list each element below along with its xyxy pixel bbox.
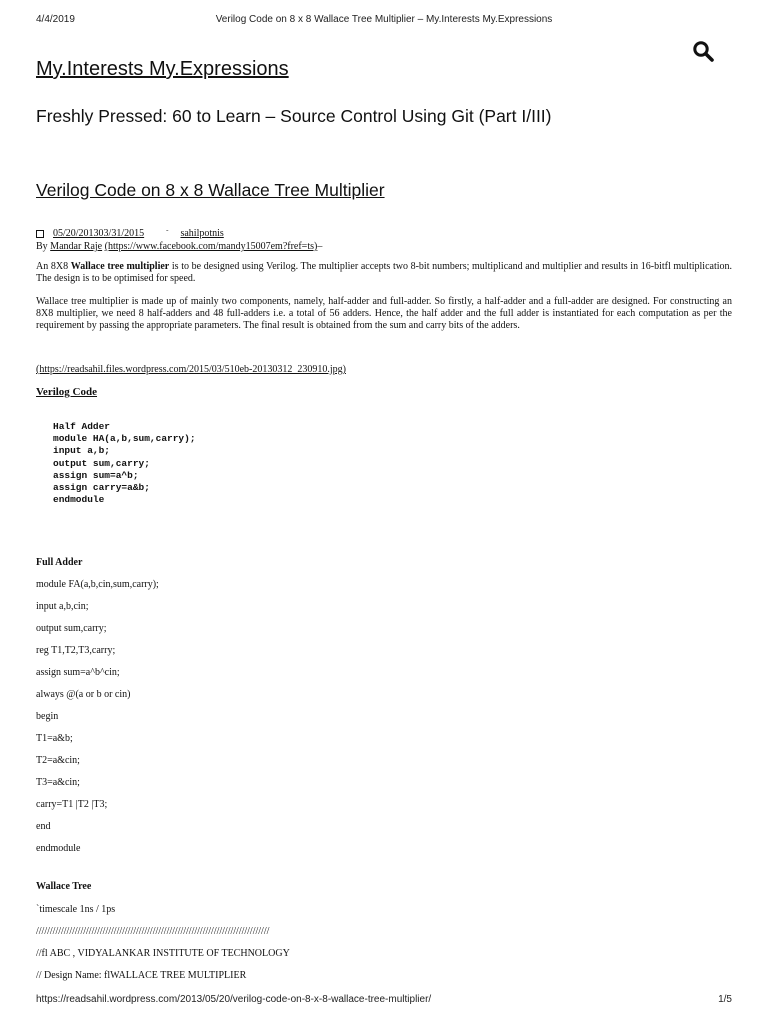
calendar-icon [36, 230, 44, 238]
code-line: always @(a or b or cin) [36, 689, 131, 700]
print-url: https://readsahil.wordpress.com/2013/05/20/verilog-code-on-8-x-8-wallace-tree-multiplier/ [36, 994, 432, 1005]
byline-url-link[interactable]: (https://www.facebook.com/mandy15007em?fref=ts) [104, 241, 318, 252]
image-link[interactable]: (https://readsahil.files.wordpress.com/2015/03/510eb-20130312_230910.jpg) [36, 364, 346, 375]
byline-suffix: – [317, 241, 323, 252]
code-line: carry=T1 |T2 |T3; [36, 799, 108, 810]
wallace-tree-code [36, 903, 290, 991]
description-paragraph: Wallace tree multiplier is made up of mainly two components, namely, half-adder and full-adder. So firstly, a half-adder and a full-adder are designed. For constructing an 8X8 multiplier, we need 8 half-adders and 48 full-adders i.e. a total of 56 adders. Hence, the half adder and the full adder is instantiated for each computation as per the requirement by passing the appropriate parameters. The final result is obtained from the sum and carry bits of the adders. [36, 296, 732, 331]
print-header [36, 14, 732, 25]
code-line: assign sum=a^b^cin; [36, 667, 120, 678]
post-meta [36, 227, 322, 253]
intro-rest: is to be designed using Verilog. The multiplier accepts two 8-bit numbers; multiplicand and multiplier and results in 16-bitfl multiplication. The design is to be optimised for speed. [36, 261, 733, 284]
code-line: input a,b,cin; [36, 601, 89, 612]
verilog-code-heading: Verilog Code [36, 386, 98, 398]
wallace-tree-heading: Wallace Tree [36, 881, 92, 892]
site-title-link[interactable]: My.Interests My.Expressions [36, 58, 289, 80]
code-line: module FA(a,b,cin,sum,carry); [36, 579, 159, 590]
code-line: T1=a&b; [36, 733, 73, 744]
code-line: output sum,carry; [36, 623, 107, 634]
code-line: begin [36, 711, 59, 722]
page-number: 1/5 [718, 994, 732, 1005]
full-adder-heading: Full Adder [36, 557, 83, 568]
byline-name-link[interactable]: Mandar Raje [50, 241, 103, 252]
byline [36, 240, 322, 253]
intro-bold: Wallace tree multiplier [70, 261, 170, 272]
code-line: reg T1,T2,T3,carry; [36, 645, 116, 656]
full-adder-code [36, 578, 159, 864]
print-date: 4/4/2019 [36, 14, 75, 25]
print-title: Verilog Code on 8 x 8 Wallace Tree Multiplier – My.Interests My.Expressions [215, 14, 553, 25]
code-line: //////////////////////////////////////////////////////////////////////////////////// [36, 926, 270, 937]
code-line: T3=a&cin; [36, 777, 80, 788]
half-adder-code: Half Adder module HA(a,b,sum,carry); input a,b; output sum,carry; assign sum=a^b; assign carry=a&b; endmodule [53, 421, 196, 506]
code-line: T2=a&cin; [36, 755, 80, 766]
tick-mark: ˇ [166, 229, 169, 237]
author-link[interactable]: sahilpotnis [180, 228, 224, 239]
code-line: //fl ABC , VIDYALANKAR INSTITUTE OF TECHNOLOGY [36, 948, 290, 959]
freshly-pressed-banner[interactable]: Freshly Pressed: 60 to Learn – Source Control Using Git (Part I/III) [36, 106, 552, 126]
intro-paragraph [36, 261, 732, 285]
code-line: endmodule [36, 843, 81, 854]
code-line: // Design Name: flWALLACE TREE MULTIPLIER [36, 970, 247, 981]
post-title[interactable]: Verilog Code on 8 x 8 Wallace Tree Multiplier [36, 180, 385, 200]
post-date-link[interactable]: 05/20/201303/31/2015 [53, 228, 145, 239]
byline-prefix: By [36, 241, 51, 252]
print-footer [36, 994, 732, 1005]
intro-lead: An 8X8 [36, 261, 71, 272]
search-icon[interactable] [692, 40, 714, 62]
code-line: `timescale 1ns / 1ps [36, 904, 116, 915]
code-line: end [36, 821, 51, 832]
